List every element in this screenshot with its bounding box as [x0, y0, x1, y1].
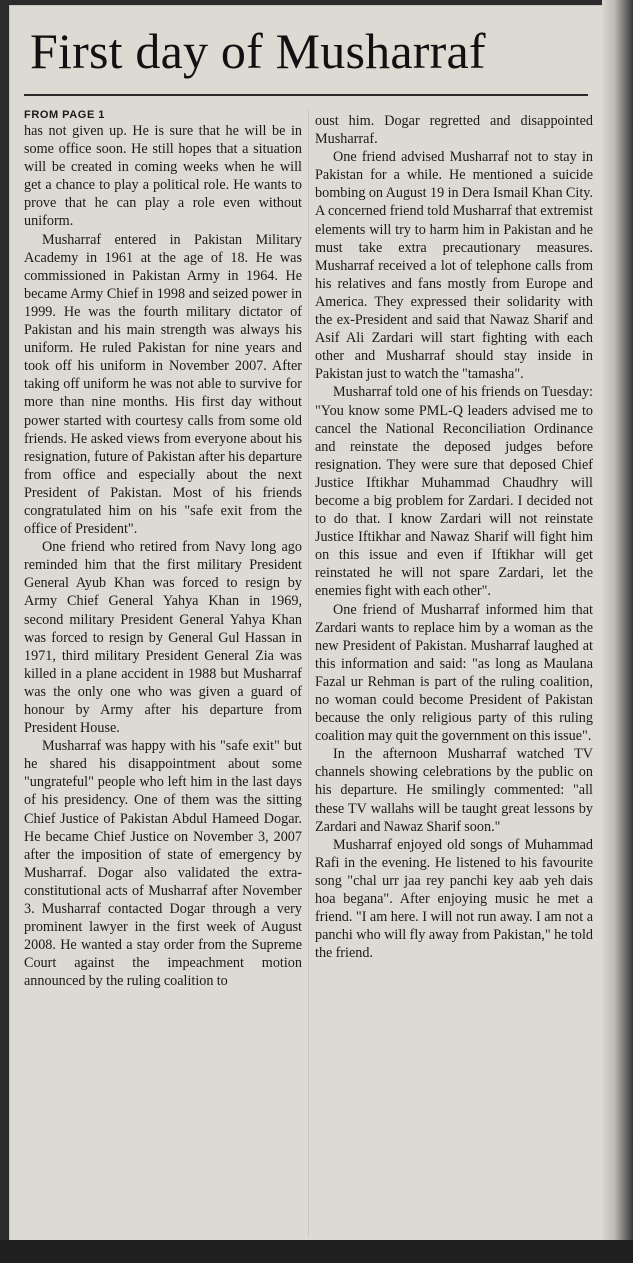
- paragraph: has not given up. He is sure that he will be in some office soon. He still hopes that a situation will be created in coming weeks when he will get a chance to play a political role. He wants to prove that he can play a role even without uniform.: [24, 123, 302, 230]
- paragraph: Musharraf told one of his friends on Tuesday: "You know some PML-Q leaders advised me to cancel the National Reconciliation Ordinance and reinstate the deposed judges before resignation. They were sure that deposed Chief Justice Iftikhar Muhammad Chaudhry will become a big problem for Zardari. I decided not to do that. I know Zardari will not reinstate Justice Iftikhar and Nawaz Sharif will fight him on this issue and even if Iftikhar will get reinstated he will not spare Zardari, let the enemies fight with each other".: [315, 384, 593, 600]
- scan-background: [0, 1240, 633, 1263]
- paragraph: One friend of Musharraf informed him that Zardari wants to replace him by a woman as the new President of Pakistan. Musharraf laughed at this information and said: "as long as Maulana Fazal ur Rehman is part of the ruling coalition, no woman could become President of Pakistan because the only religious party of this ruling coalition may quit the government on this issue".: [315, 601, 593, 745]
- newspaper-clipping: [10, 6, 602, 1240]
- column-gutter: [308, 110, 309, 1236]
- continuation-kicker: FROM PAGE 1: [24, 109, 105, 121]
- page-edge-shadow: [602, 0, 633, 1263]
- paragraph: Musharraf enjoyed old songs of Muhammad Rafi in the evening. He listened to his favourite song "chal urr jaa rey panchi key aab yeh dais hoa begana". After enjoying music he met a friend. "I am here. I will not run away. I am not a panchi who will fly away from Pakistan," he told the friend.: [315, 836, 593, 962]
- article-column-left: [24, 108, 302, 991]
- paragraph: In the afternoon Musharraf watched TV channels showing celebrations by the public on his departure. He smilingly commented: "all these TV wallahs will be taught great lessons by Zardari and Nawaz Sharif soon.": [315, 746, 593, 835]
- article-column-right: [315, 112, 593, 962]
- headline-rule: [24, 94, 588, 96]
- paragraph: One friend advised Musharraf not to stay in Pakistan for a while. He mentioned a suicide bombing on August 19 in Dera Ismail Khan City. A concerned friend told Musharraf that extremist elements will try to harm him in Pakistan and he must take extra precautionary measures. Musharraf received a lot of telephone calls from his relatives and fans mostly from Europe and America. They expressed their solidarity with the ex-President and said that Nawaz Sharif and Asif Ali Zardari will start fighting with each other and Musharraf should stay inside in Pakistan just to watch the "tamasha".: [315, 149, 593, 383]
- paragraph: One friend who retired from Navy long ago reminded him that the first military President General Ayub Khan was forced to resign by Army Chief General Yahya Khan in 1969, second military President General Yahya Khan was forced to resign by General Gul Hassan in 1971, third military President General Zia was killed in a plane accident in 1988 but Musharraf was the only one who was given a guard of honour by Army after his departure from President House.: [24, 539, 302, 737]
- article-headline: First day of Musharraf: [30, 23, 486, 79]
- paragraph: Musharraf entered in Pakistan Military Academy in 1961 at the age of 18. He was commissioned in Pakistan Army in 1964. He became Army Chief in 1998 and seized power in 1999. He was the fourth military dictator of Pakistan and his main strength was always his uniform. He ruled Pakistan for nine years and took off his uniform in November 2007. After taking off uniform he was not able to survive for more than nine months. His first day without power started with courtesy calls from some old friends. He asked views from everyone about his resignation, future of Pakistan after his departure from office and especially about the next President of Pakistan. Most of his friends congratulated him on his "safe exit from the office of President".: [24, 231, 302, 538]
- paragraph: oust him. Dogar regretted and disappointed Musharraf.: [315, 113, 593, 148]
- paragraph: Musharraf was happy with his "safe exit" but he shared his disappointment about some "ungrateful" people who left him in the last days of his presidency. One of them was the sitting Chief Justice of Pakistan Abdul Hameed Dogar. He became Chief Justice on November 3, 2007 after the imposition of state of emergency by Musharraf. Dogar also validated the extra-constitutional acts of Musharraf after November 3. Musharraf contacted Dogar through a very prominent lawyer in the first week of August 2008. He wanted a stay order from the Supreme Court against the impeachment motion announced by the ruling coalition to: [24, 738, 302, 990]
